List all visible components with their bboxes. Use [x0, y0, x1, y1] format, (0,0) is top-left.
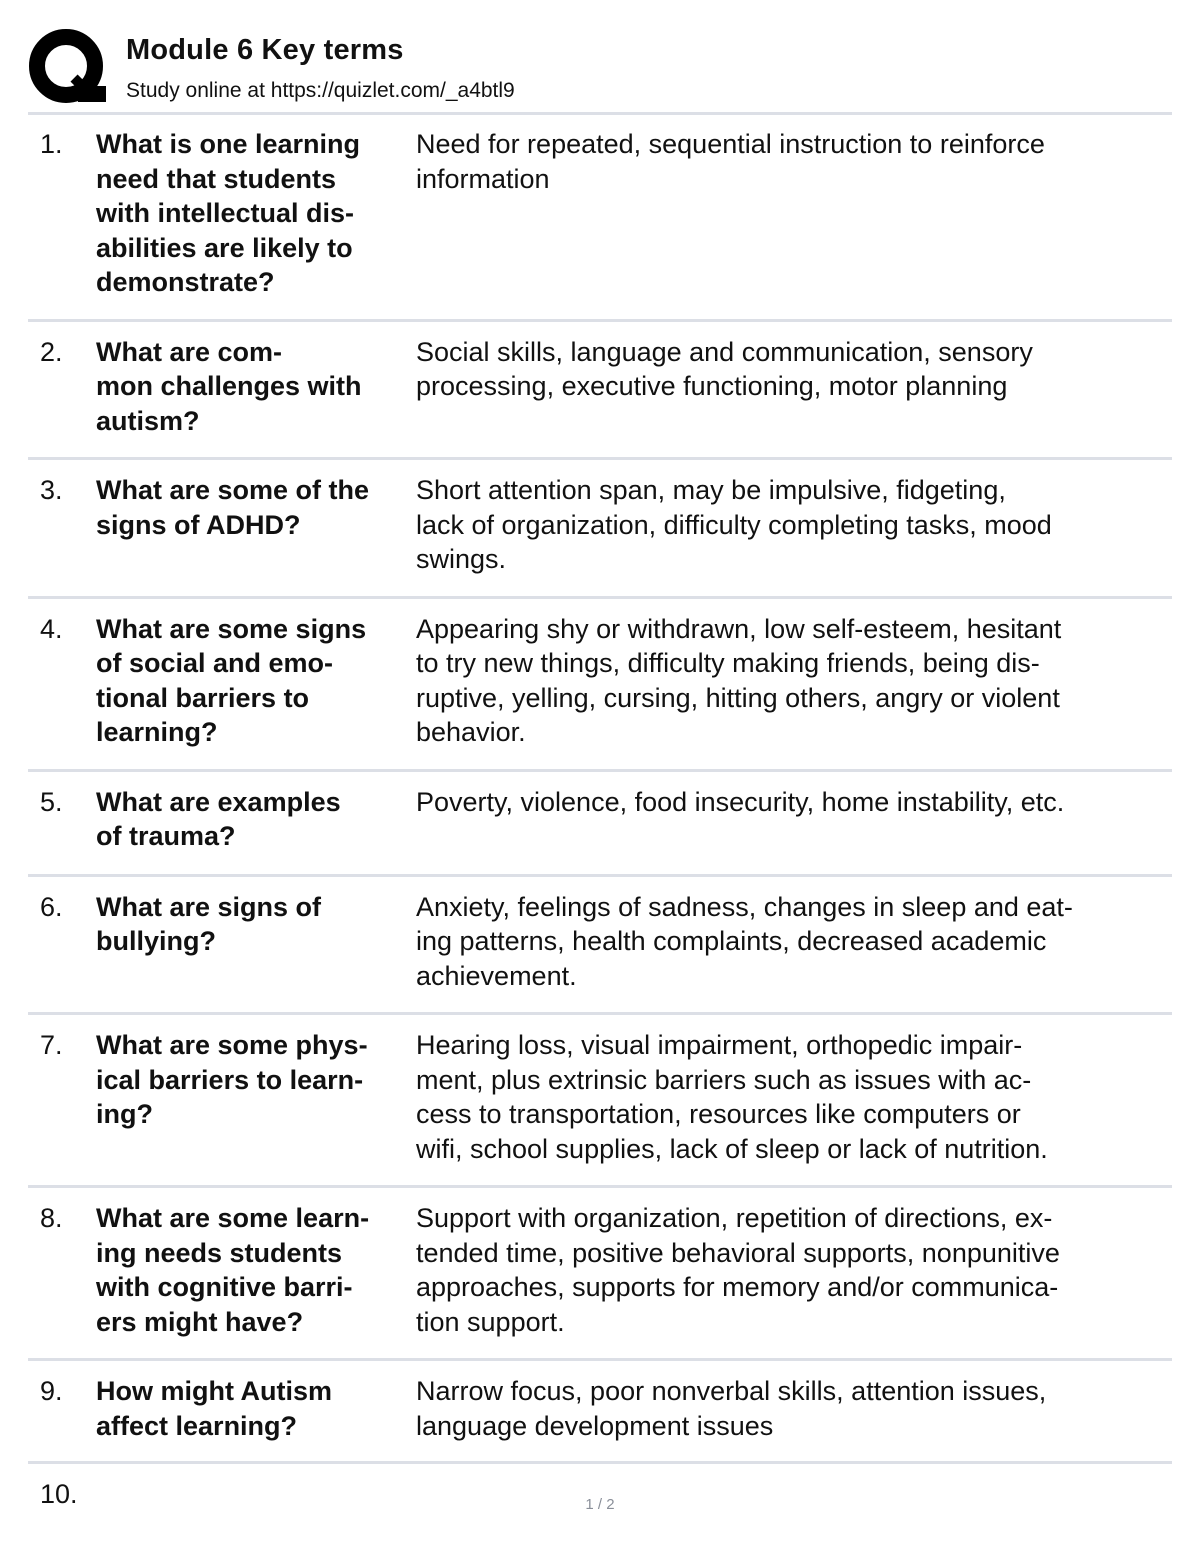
term-number: 10. — [40, 1479, 78, 1509]
term-question: What are signs of bullying? — [96, 891, 322, 956]
term-question: What are some of the signs of ADHD? — [96, 475, 370, 540]
term-question: What are examples of trauma? — [96, 786, 341, 851]
term-question: What are com- mon challenges with autism? — [96, 336, 362, 436]
term-answer: Appearing shy or withdrawn, low self-esteem, hesitant to try new things, difficulty making friends, being dis- ruptive, yelling, cursing, hitting others, angry or violent behavior. — [416, 613, 1062, 747]
term-answer: Social skills, language and communication, sensory processing, executive functioning, motor planning — [416, 336, 1033, 401]
term-number: 8. — [40, 1203, 63, 1233]
term-number: 3. — [40, 475, 63, 505]
term-answer: Narrow focus, poor nonverbal skills, attention issues, language development issues — [416, 1376, 1047, 1441]
term-row — [28, 877, 1172, 1016]
document-header — [28, 28, 1172, 114]
term-answer: Support with organization, repetition of directions, ex- tended time, positive behavioral supports, nonpunitive approaches, supports for memory and/or communica- tion support. — [416, 1203, 1060, 1337]
term-question: What are some phys- ical barriers to learn- ing? — [96, 1030, 368, 1129]
term-question: How might Autism affect learning? — [96, 1376, 332, 1441]
term-row — [28, 1361, 1172, 1464]
term-row — [28, 599, 1172, 772]
term-number: 7. — [40, 1030, 63, 1060]
term-number: 2. — [40, 336, 63, 367]
terms-list — [28, 115, 1172, 1512]
term-number: 9. — [40, 1376, 63, 1406]
term-number: 4. — [40, 613, 63, 644]
term-question: What are some learn- ing needs students with cognitive barri- ers might have? — [96, 1203, 370, 1337]
term-number: 1. — [40, 129, 63, 159]
term-answer: Poverty, violence, food insecurity, home instability, etc. — [416, 786, 1065, 817]
term-row — [28, 460, 1172, 599]
term-answer: Short attention span, may be impulsive, fidgeting, lack of organization, difficulty completing tasks, mood swings. — [416, 475, 1052, 574]
document-title: Module 6 Key terms — [126, 34, 404, 66]
term-row — [28, 322, 1172, 461]
term-number: 6. — [40, 891, 63, 922]
term-question: What are some signs of social and emo- tional barriers to learning? — [96, 613, 367, 747]
term-row — [28, 1188, 1172, 1361]
term-row — [28, 115, 1172, 322]
study-online-link[interactable]: Study online at https://quizlet.com/_a4btl9 — [126, 79, 515, 102]
term-question: What is one learning need that students with intellectual dis- abilities are likely to demonstrate? — [96, 129, 361, 297]
term-answer: Anxiety, feelings of sadness, changes in sleep and eat- ing patterns, health complaints, decreased academic achievement. — [416, 891, 1073, 991]
term-number: 5. — [40, 786, 63, 817]
term-answer: Need for repeated, sequential instruction to reinforce information — [416, 129, 1045, 194]
term-row — [28, 1015, 1172, 1188]
term-answer: Hearing loss, visual impairment, orthopedic impair- ment, plus extrinsic barriers such as issues with ac- cess to transportation, resources like computers or wifi, school supplies, lack of sleep or lack of nutrition. — [416, 1030, 1048, 1164]
page-number: 1 / 2 — [585, 1496, 615, 1513]
quizlet-q-logo-icon — [28, 28, 108, 108]
term-row — [28, 772, 1172, 877]
